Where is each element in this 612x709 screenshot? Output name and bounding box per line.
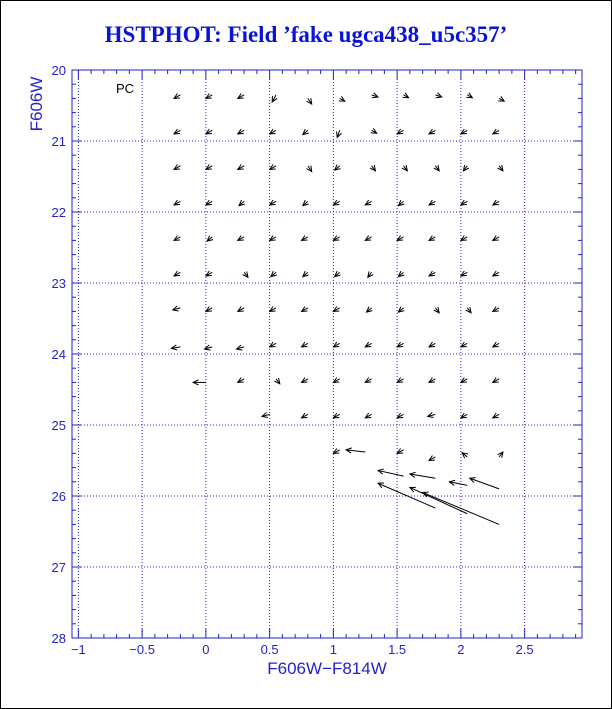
error-vector [365, 413, 371, 418]
error-vector [333, 448, 339, 453]
error-vector [435, 93, 441, 98]
error-vector [493, 200, 499, 205]
error-vector [303, 271, 309, 276]
error-vector [493, 271, 499, 276]
error-vector [372, 93, 378, 98]
error-vector [270, 306, 276, 311]
error-vector [173, 306, 181, 311]
error-vector [378, 469, 404, 476]
error-vector [365, 342, 371, 347]
y-tick-label: 22 [51, 205, 66, 220]
error-vector [307, 98, 312, 104]
error-vector [207, 236, 213, 241]
error-vector [238, 93, 244, 98]
y-tick-label: 23 [51, 276, 66, 291]
error-vectors [171, 93, 504, 525]
error-vector [174, 200, 180, 205]
error-vector [397, 448, 403, 453]
pc-annotation: PC [116, 81, 135, 96]
error-vector [239, 200, 245, 205]
error-vector [236, 345, 244, 350]
error-vector [428, 413, 436, 418]
error-vector [493, 377, 499, 382]
error-vector [337, 130, 342, 137]
y-tick-label: 20 [51, 63, 66, 78]
y-tick-label: 25 [51, 418, 66, 433]
error-vector [410, 472, 436, 478]
error-vector [238, 306, 244, 311]
y-tick-label: 21 [51, 134, 66, 149]
error-vector [238, 164, 244, 169]
error-vector [206, 200, 212, 205]
x-tick-label: −0.5 [129, 642, 155, 657]
error-vector [335, 165, 341, 170]
error-vector [429, 271, 435, 276]
error-vector [238, 235, 244, 240]
error-vector [346, 448, 365, 453]
error-vector [434, 307, 439, 313]
error-vector [498, 165, 503, 171]
error-vector [262, 413, 270, 418]
error-vector [461, 200, 467, 205]
vector-shaft [423, 492, 500, 524]
error-vector [302, 306, 308, 311]
error-vector [429, 342, 435, 347]
error-vector [466, 307, 471, 313]
x-tick-label: 2.5 [515, 642, 534, 657]
error-vector [302, 413, 308, 418]
error-vector [206, 306, 212, 311]
error-vector [493, 306, 499, 311]
error-vector [397, 342, 403, 347]
error-vector [397, 129, 403, 134]
error-vector [397, 235, 403, 240]
x-tick-label: 2 [457, 642, 465, 657]
error-vector [461, 377, 467, 382]
error-vector [434, 165, 439, 171]
error-vector [271, 271, 277, 276]
error-vector [461, 413, 467, 418]
error-vector [270, 129, 276, 134]
error-vector [205, 345, 213, 350]
y-axis-label: F606W [27, 76, 46, 132]
error-vector [429, 456, 435, 461]
error-vector [397, 377, 403, 382]
vector-shaft [470, 478, 499, 489]
error-vector [302, 342, 308, 347]
y-tick-labels [52, 63, 66, 646]
error-vector [174, 93, 180, 98]
error-vector [206, 164, 212, 169]
error-vector [461, 129, 467, 134]
error-vector [339, 96, 345, 101]
error-vector [303, 129, 309, 134]
error-vector [461, 342, 467, 347]
error-vector [493, 342, 499, 347]
error-vector [398, 271, 404, 276]
error-vector [429, 129, 435, 134]
error-vector [238, 129, 244, 134]
error-vector [368, 271, 373, 277]
error-vector [370, 165, 375, 171]
error-vector [466, 93, 472, 98]
error-vector [333, 342, 339, 347]
error-vector [270, 342, 276, 347]
error-vector [174, 271, 180, 276]
error-vector [270, 164, 276, 169]
error-vector [461, 235, 467, 240]
x-tick-label: 1 [329, 642, 337, 657]
error-vector [270, 200, 276, 205]
error-vector [171, 345, 180, 350]
x-tick-labels [71, 642, 534, 657]
x-tick-label: 0 [202, 642, 210, 657]
error-vector [174, 235, 180, 240]
y-tick-label: 24 [51, 347, 66, 362]
error-vector [365, 377, 371, 382]
error-vector [402, 165, 407, 171]
y-tick-label: 28 [51, 631, 66, 646]
error-vector [461, 271, 467, 276]
chart-title: HSTPHOT: Field ’fake ugca438_u5c357’ [104, 22, 508, 47]
error-vector [493, 235, 499, 240]
error-vector [470, 478, 499, 489]
error-vector [333, 235, 339, 240]
error-vector [193, 380, 206, 385]
x-tick-label: 1.5 [388, 642, 407, 657]
error-vector [174, 164, 180, 169]
error-vector [174, 129, 180, 134]
y-tick-label: 27 [51, 560, 66, 575]
error-vector [498, 96, 504, 101]
error-vector [206, 129, 212, 134]
error-vector [493, 413, 499, 418]
error-vector [206, 93, 212, 98]
error-vector [403, 93, 409, 98]
error-vector [371, 128, 377, 133]
error-vector [270, 235, 276, 240]
error-vector [302, 377, 308, 382]
error-vector [206, 271, 212, 276]
error-vector [238, 377, 244, 382]
x-axis-label: F606W−F814W [267, 659, 387, 678]
error-vector [333, 306, 339, 311]
error-vector [243, 271, 248, 277]
error-vector [333, 413, 339, 418]
error-vector [333, 200, 339, 205]
error-vector [498, 452, 503, 458]
error-vector [429, 235, 435, 240]
error-vector [333, 377, 339, 382]
error-vector [365, 235, 371, 240]
error-vector [302, 235, 308, 240]
gridlines [72, 70, 582, 638]
error-vector [365, 200, 371, 205]
error-vector [449, 480, 467, 485]
error-vector [493, 129, 499, 134]
y-tick-label: 26 [51, 489, 66, 504]
error-vector [429, 200, 435, 205]
error-vector [272, 95, 277, 102]
error-vector [397, 413, 403, 418]
x-tick-label: −1 [70, 642, 86, 657]
error-vector [367, 307, 373, 312]
error-vector [429, 377, 435, 382]
error-vector [463, 165, 468, 171]
error-vector [335, 271, 341, 276]
error-vector [274, 378, 279, 384]
x-tick-label: 0.5 [260, 642, 279, 657]
error-vector [303, 200, 309, 205]
error-vector [398, 200, 404, 205]
error-vector [462, 453, 468, 458]
error-vector [307, 166, 312, 172]
error-vector [398, 307, 404, 312]
